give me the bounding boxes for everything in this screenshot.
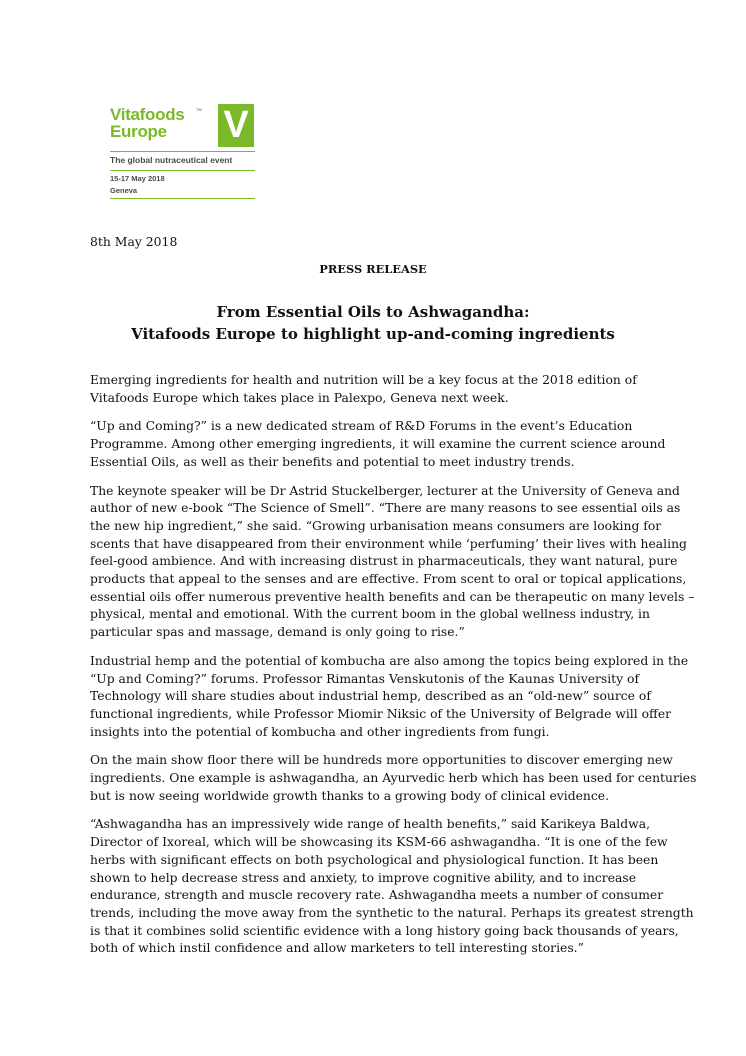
paragraph-line: particular spas and massage, demand is only going to rise.”: [90, 625, 465, 640]
paragraph-line: On the main show floor there will be hundreds more opportunities to discover emerging new: [90, 753, 673, 768]
paragraph-line: “Up and Coming?” forums. Professor Rimantas Venskutonis of the Kaunas University of: [90, 671, 640, 686]
paragraph-line: author of new e-book “The Science of Smell”. “There are many reasons to see essential oils as: [90, 501, 681, 516]
paragraph-line: Industrial hemp and the potential of kombucha are also among the topics being explored in the: [90, 653, 689, 668]
paragraph-line: Vitafoods Europe which takes place in Palexpo, Geneva next week.: [90, 390, 509, 405]
logo-trademark: TM: [196, 107, 202, 112]
paragraph-line: endurance, strength and muscle recovery rate. Ashwagandha meets a number of consumer: [90, 888, 664, 903]
body-paragraph: [90, 653, 689, 742]
logo-word-europe: Europe: [110, 122, 167, 141]
paragraph-line: Technology will share studies about industrial hemp, described as an “old-new” source of: [90, 689, 651, 704]
paragraph-line: Emerging ingredients for health and nutrition will be a key focus at the 2018 edition of: [90, 373, 637, 387]
logo-divider: [110, 170, 255, 171]
paragraph-line: ingredients. One example is ashwagandha, an Ayurvedic herb which has been used for centuries: [90, 771, 697, 786]
release-date: 8th May 2018: [90, 234, 178, 249]
paragraph-line: Essential Oils, as well as their benefits and potential to meet industry trends.: [90, 454, 575, 469]
logo-divider: [110, 198, 255, 199]
headline: [0, 301, 746, 345]
vitafoods-europe-logo: [110, 103, 255, 199]
paragraph-line: herbs with significant effects on both psychological and physiological function. It has been: [90, 852, 659, 867]
paragraph-line: the new hip ingredient,” she said. “Growing urbanisation means consumers are looking for: [90, 518, 662, 533]
logo-event-city: Geneva: [110, 186, 138, 195]
paragraph-line: insights into the potential of kombucha and other ingredients from fungi.: [90, 724, 550, 739]
paragraph-line: Programme. Among other emerging ingredients, it will examine the current science around: [90, 437, 666, 452]
paragraph-line: Director of Ixoreal, which will be showcasing its KSM-66 ashwagandha. “It is one of the few: [90, 835, 668, 850]
body-paragraph: [90, 418, 670, 471]
paragraph-line: functional ingredients, while Professor Miomir Niksic of the University of Belgrade will offer: [90, 706, 672, 721]
body-paragraph: [90, 372, 670, 407]
paragraph-line: “Ashwagandha has an impressively wide range of health benefits,” said Karikeya Baldwa,: [90, 817, 651, 832]
body-paragraph: [90, 752, 697, 805]
paragraph-line: feel-good ambience. And with increasing distrust in pharmaceuticals, they want natural, pure: [90, 554, 678, 569]
logo-event-dates: 15-17 May 2018: [110, 174, 165, 183]
press-release-label: PRESS RELEASE: [319, 262, 427, 276]
body-paragraph: [90, 816, 694, 958]
headline-line: From Essential Oils to Ashwagandha:: [216, 303, 530, 321]
logo-divider: [110, 151, 255, 152]
paragraph-line: essential oils offer numerous preventive health benefits and can be therapeutic on many levels –: [90, 589, 695, 604]
paragraph-line: The keynote speaker will be Dr Astrid Stuckelberger, lecturer at the University of Geneva and: [90, 483, 680, 498]
logo-v-mark: V: [218, 104, 254, 147]
paragraph-line: but is now seeing worldwide growth thanks to a growing body of clinical evidence.: [90, 788, 610, 803]
article-body: [90, 372, 697, 969]
paragraph-line: trends, including the move away from the synthetic to the natural. Perhaps its greatest strength: [90, 905, 694, 920]
paragraph-line: scents that have disappeared from their environment while ‘perfuming’ their lives with healing: [90, 536, 687, 551]
paragraph-line: shown to help decrease stress and anxiety, to improve cognitive ability, and to increase: [90, 870, 637, 885]
paragraph-line: products that appeal to the senses and are effective. From scent to oral or topical applications,: [90, 572, 687, 587]
body-paragraph: [90, 483, 695, 642]
headline-line: Vitafoods Europe to highlight up-and-coming ingredients: [131, 325, 615, 343]
paragraph-line: “Up and Coming?” is a new dedicated stream of R&D Forums in the event’s Education: [90, 419, 633, 434]
logo-tagline: The global nutraceutical event: [110, 155, 233, 165]
paragraph-line: both of which instil confidence and allow marketers to tell interesting stories.”: [90, 941, 584, 956]
paragraph-line: is that it combines solid scientific evidence with a long history going back thousands of years,: [90, 923, 679, 938]
logo-word-vitafoods: Vitafoods: [110, 105, 185, 124]
paragraph-line: physical, mental and emotional. With the current boom in the global wellness industry, in: [90, 607, 650, 622]
